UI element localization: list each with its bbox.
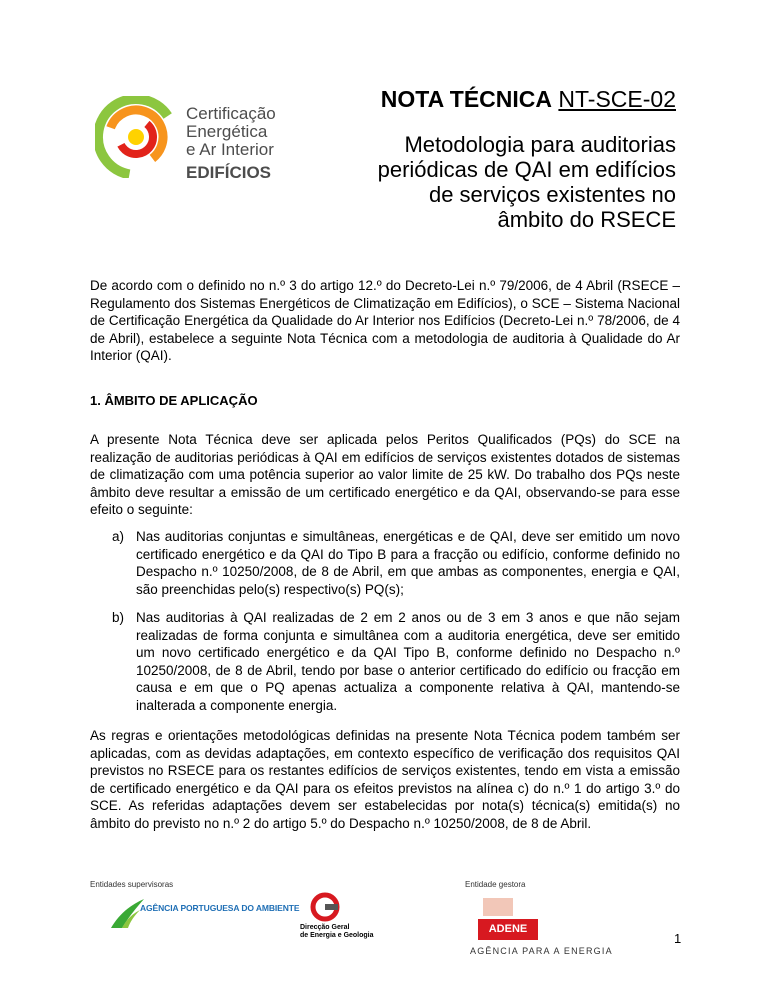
apa-leaf-icon — [108, 896, 148, 930]
intro-paragraph: De acordo com o definido no n.º 3 do artigo 12.º do Decreto-Lei n.º 79/2006, de 4 Abril (RSECE – Regulamento dos Sistemas Energéticos de Climatização em Edifícios), o SCE – Sistema Nacional de Certificação Energética da Qualidade do Ar Interior nos Edifícios (Decreto-Lei n.º 78/2006, de 4 de Abril), estabelece a seguinte Nota Técnica com a metodologia de auditoria à Qualidade do Ar Interior (QAI). — [90, 278, 680, 363]
title-line: periódicas de QAI em edifícios — [377, 157, 676, 182]
nota-label: NOTA TÉCNICA — [380, 86, 553, 112]
list-item — [112, 528, 680, 598]
logo-wordmark — [186, 105, 356, 183]
dgeg-line-2: de Energia e Geologia — [300, 932, 374, 939]
adene-name: AGÊNCIA PARA A ENERGIA — [470, 946, 613, 956]
title-line: de serviços existentes no — [428, 182, 676, 207]
dgeg-name — [300, 924, 374, 940]
title-line: âmbito do RSECE — [497, 207, 676, 232]
apa-name: AGÊNCIA PORTUGUESA DO AMBIENTE — [140, 903, 300, 913]
list-item-text: Nas auditorias conjuntas e simultâneas, energéticas e de QAI, deve ser emitido um novo certificado energético e da QAI do Tipo B para a fracção ou edifício, conforme definido no Despacho n.º 10250/2008, de 8 de Abril, em que ambas as componentes, energia e QAI, são preenchidas pelo(s) respectivo(s) PQ(s); — [136, 529, 680, 597]
manager-label: Entidade gestora — [465, 880, 526, 889]
logo-line-1: Certificação Energética — [186, 104, 276, 141]
section-paragraph-1: A presente Nota Técnica deve ser aplicada pelos Peritos Qualificados (PQs) do SCE na realização de auditorias periódicas à QAI em edifícios de serviços existentes dotados de sistemas de climatização com uma potência superior ao valor limite de 25 kW. Do trabalho dos PQs neste âmbito deve resultar a emissão de um certificado energético e da QAI, observando-se para esse efeito o seguinte: — [90, 432, 680, 517]
nota-code: NT-SCE-02 — [558, 86, 676, 112]
logo-line-2: e Ar Interior — [186, 140, 274, 159]
section-paragraph-2: As regras e orientações metodológicas definidas na presente Nota Técnica podem também ser aplicadas, com as devidas adaptações, em contexto específico de verificação dos requisitos QAI previstos no RSECE para os restantes edifícios de serviços existentes, tendo em vista a emissão de certificado energético e da QAI para os efeitos previstos na alínea c) do n.º 1 do artigo 3.º do SCE. As referidas adaptações devem ser estabelecidas por nota(s) técnica(s) emitida(s) no âmbito do previsto no n.º 2 do artigo 5.º do Despacho n.º 10250/2008, de 8 de Abril. — [90, 728, 680, 831]
list-item-letter: b) — [112, 610, 125, 625]
nota-tecnica-heading — [381, 86, 676, 113]
list-item-text: Nas auditorias à QAI realizadas de 2 em 2 anos ou de 3 em 3 anos e que não sejam realizadas de forma conjunta e simultânea com a auditoria energética, deve ser emitido um novo certificado energético e da QAI Tipo B, conforme definido no Despacho n.º 10250/2008, de 8 de Abril, tendo por base o anterior certificado do edifício ou fracção em causa e em que o PQ apenas actualiza a componente relativa à QAI, mantendo-se inalterada a componente energia. — [136, 610, 680, 713]
document-title — [346, 132, 676, 232]
adene-badge-text: ADENE — [488, 923, 528, 935]
list-item — [112, 609, 680, 714]
list-item-letter: a) — [112, 529, 125, 544]
title-line: Metodologia para auditorias — [404, 132, 676, 157]
adene-badge — [478, 919, 538, 940]
adene-mark-icon — [483, 898, 513, 916]
dgeg-logo-icon — [308, 892, 342, 922]
section-heading: 1. ÂMBITO DE APLICAÇÃO — [90, 393, 258, 408]
dgeg-line-1: Direcção Geral — [300, 924, 350, 931]
supervisors-label: Entidades supervisoras — [90, 880, 174, 889]
logo-line-3: EDIFÍCIOS — [186, 163, 272, 182]
certificacao-energetica-logo-icon — [95, 96, 177, 178]
page-number: 1 — [674, 931, 682, 946]
